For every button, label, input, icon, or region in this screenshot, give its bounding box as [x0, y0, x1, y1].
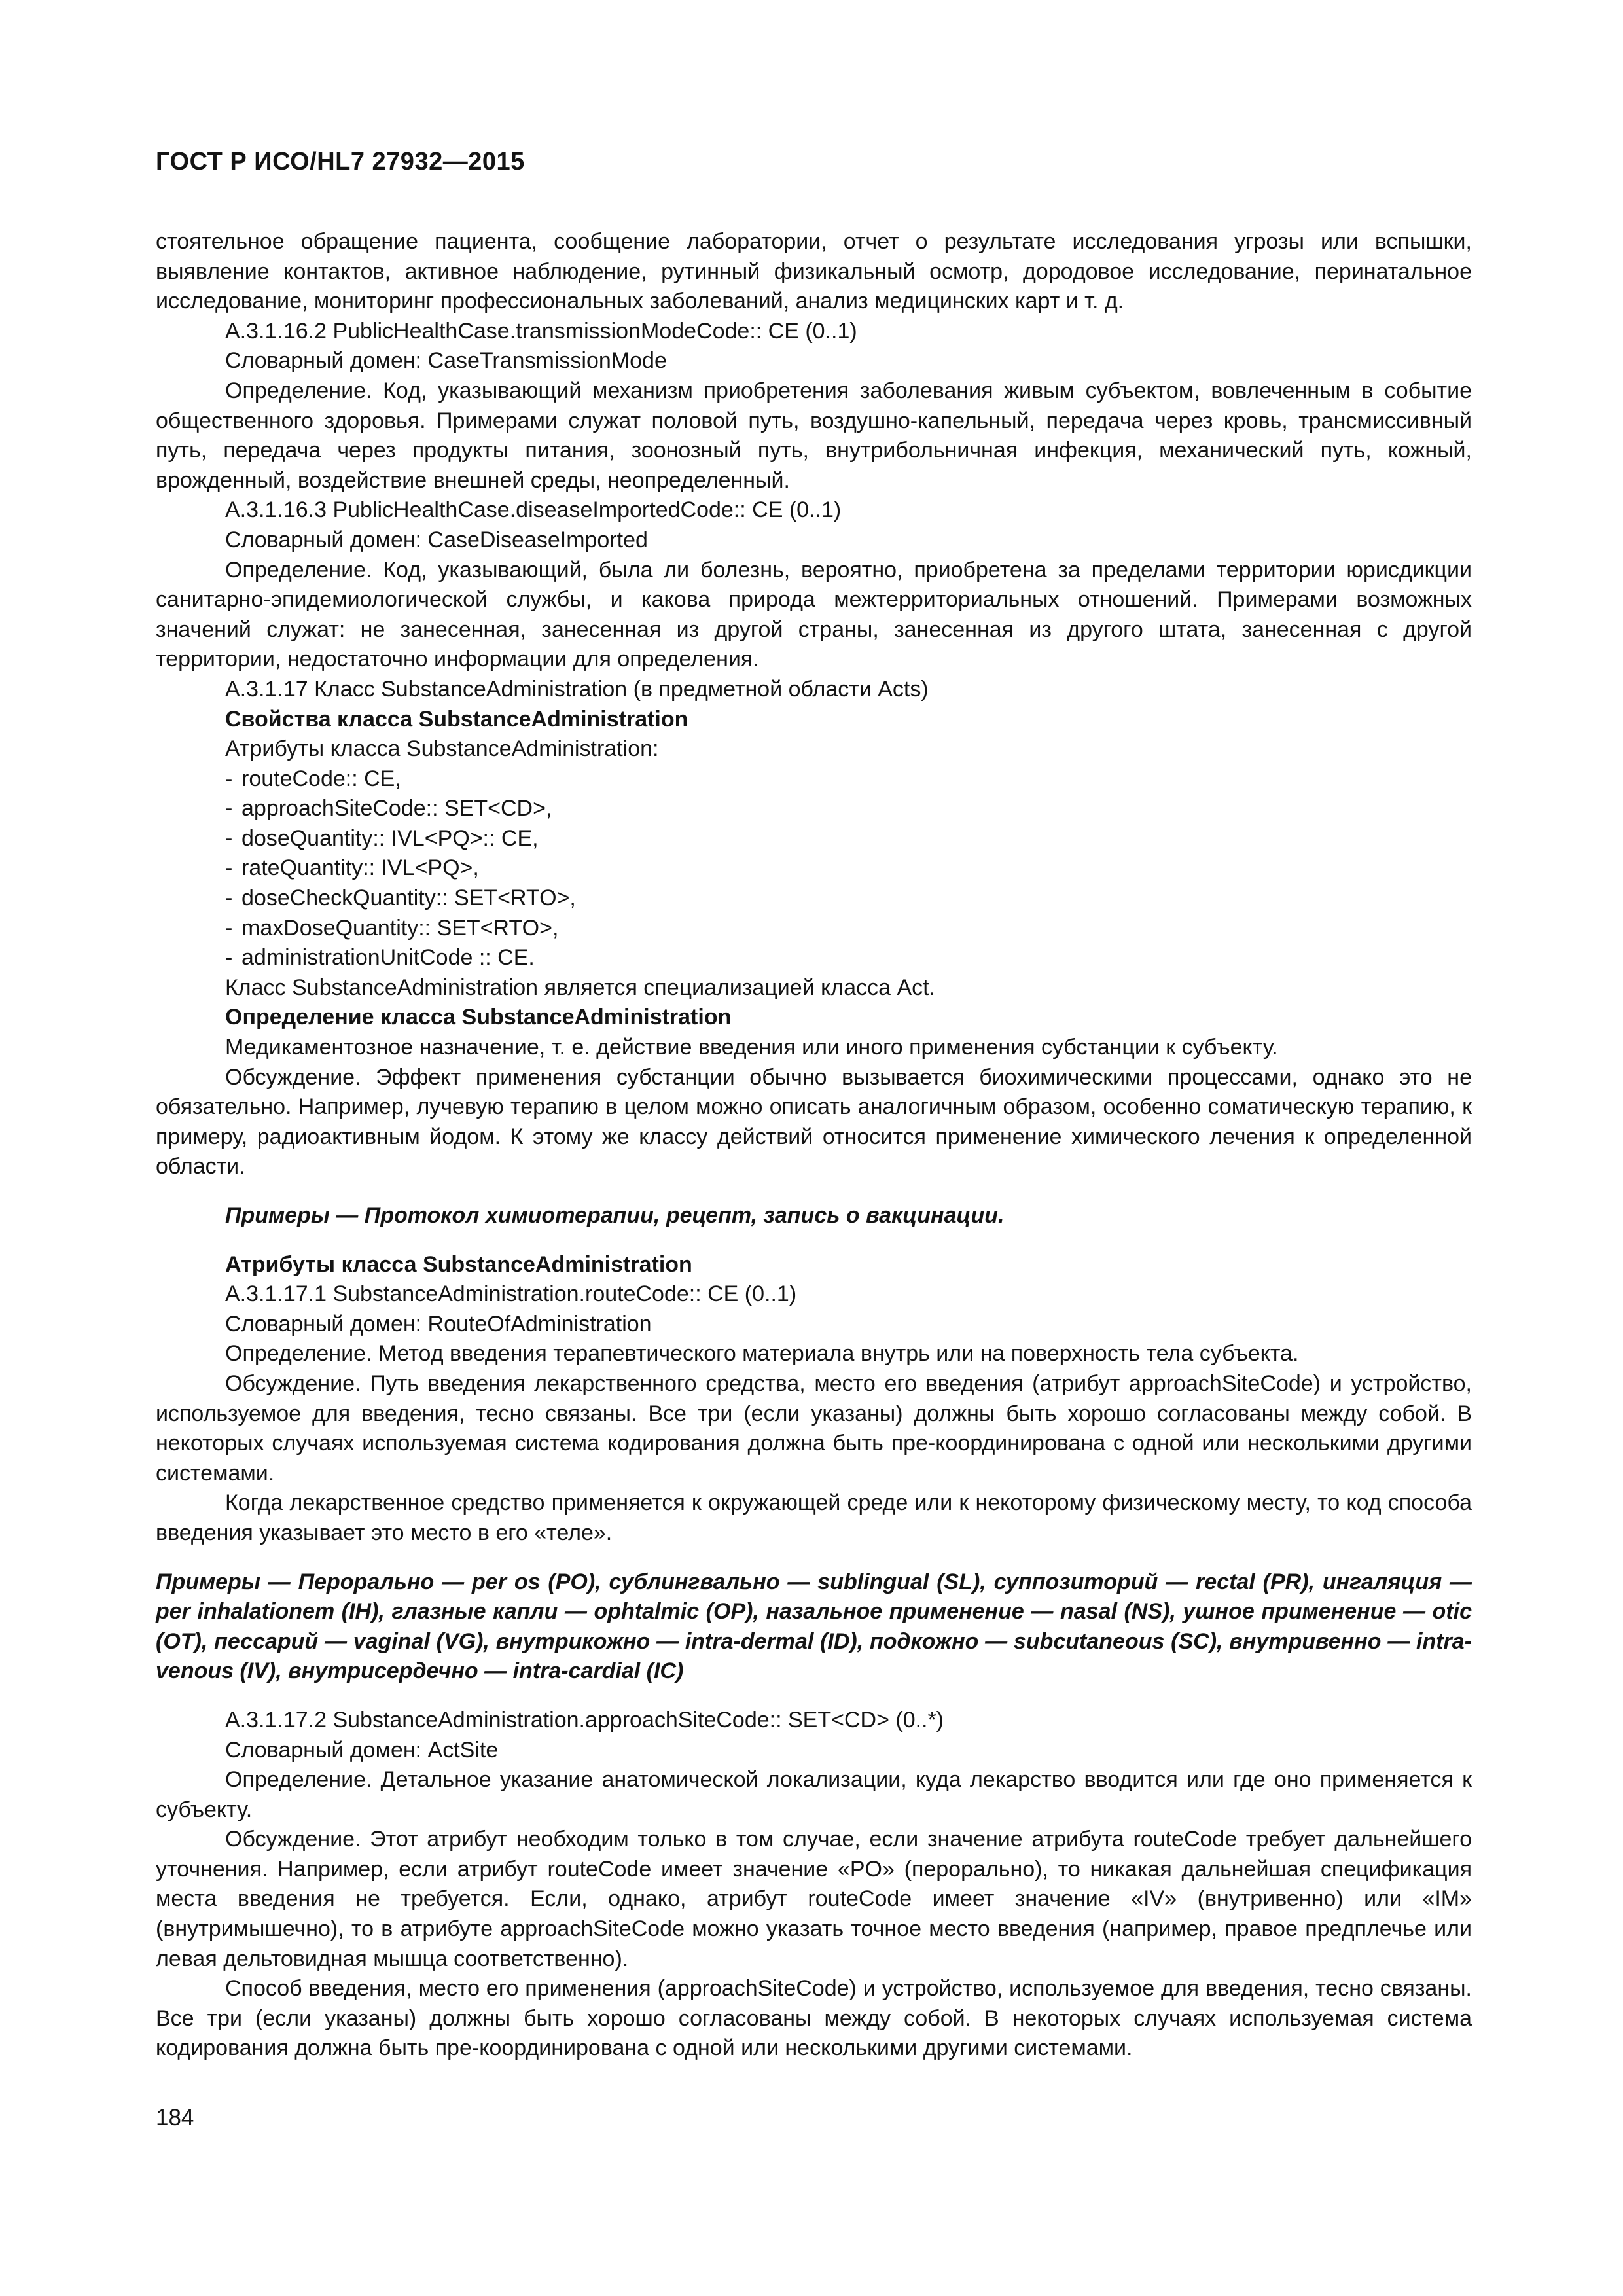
list-item — [156, 853, 1472, 884]
section-heading-a31163: A.3.1.16.3 PublicHealthCase.diseaseImportedCode:: CE (0..1) — [225, 497, 842, 523]
list-item-text: approachSiteCode:: SET<CD>, — [241, 796, 552, 821]
definition-paragraph: Определение. Детальное указание анатомической локализации, куда лекарство вводится или где оно применяется к субъекту. — [156, 1767, 1472, 1822]
standard-header: ГОСТ Р ИСО/HL7 27932—2015 — [156, 148, 525, 175]
section-heading-a3117: A.3.1.17 Класс SubstanceAdministration (в предметной области Acts) — [225, 676, 929, 702]
list-item — [156, 764, 1472, 795]
vocabulary-domain: Словарный домен: CaseDiseaseImported — [225, 527, 648, 552]
page-number: 184 — [156, 2105, 194, 2130]
document-body — [156, 227, 1472, 2064]
list-item-text: rateQuantity:: IVL<PQ>, — [241, 855, 479, 881]
bold-subheading: Свойства класса SubstanceAdministration — [225, 706, 688, 732]
list-marker: - — [225, 796, 233, 821]
section-heading-a31162: A.3.1.16.2 PublicHealthCase.transmissionModeCode:: CE (0..1) — [225, 318, 857, 344]
body-paragraph: Способ введения, место его применения (approachSiteCode) и устройство, используемое для введения, тесно связаны. Все три (если указаны) должны быть хорошо согласованы между собой. В некоторых случаях используемая система кодирования должна быть пре-координирована с одной или несколькими другими системами. — [156, 1976, 1472, 2061]
attributes-list — [156, 764, 1472, 973]
list-marker: - — [225, 915, 233, 941]
discussion-paragraph: Обсуждение. Этот атрибут необходим только в том случае, если значение атрибута routeCode требует дальнейшего уточнения. Например, если атрибут routeCode имеет значение «PO» (перорально), то никакая дальнейшая спецификация места введения не требуется. Если, однако, атрибут routeCode имеет значение «IV» (внутривенно) или «IM» (внутримышечно), то в атрибуте approachSiteCode можно указать точное место введения (например, правое предплечье или левая дельтовидная мышца соответственно). — [156, 1827, 1472, 1971]
discussion-paragraph: Обсуждение. Эффект применения субстанции обычно вызывается биохимическими процессами, однако это не обязательно. Например, лучевую терапию в целом можно описать аналогичным образом, особенно соматическую терапию, к примеру, радиоактивным йодом. К этому же классу действий относится применение химического лечения к определенной области. — [156, 1064, 1472, 1179]
vocabulary-domain: Словарный домен: RouteOfAdministration — [225, 1311, 652, 1336]
list-item — [156, 824, 1472, 854]
specialization-statement: Класс SubstanceAdministration является специализацией класса Act. — [225, 975, 936, 1000]
list-item-text: doseQuantity:: IVL<PQ>:: CE, — [241, 825, 539, 851]
list-item-text: doseCheckQuantity:: SET<RTO>, — [241, 886, 576, 911]
list-item — [156, 914, 1472, 944]
discussion-paragraph: Обсуждение. Путь введения лекарственного средства, место его введения (атрибут approachSiteCode) и устройство, используемое для введения, тесно связаны. Все три (если указаны) должны быть хорошо согласованы между собой. В некоторых случаях используемая система кодирования должна быть пре-координирована с одной или несколькими другими системами. — [156, 1371, 1472, 1486]
paragraph-continuation: стоятельное обращение пациента, сообщение лаборатории, отчет о результате исследования угрозы или вспышки, выявление контактов, активное наблюдение, рутинный физикальный осмотр, дородовое исследование, перинатальное исследование, мониторинг профессиональных заболеваний, анализ медицинских карт и т. д. — [156, 229, 1472, 314]
list-marker: - — [225, 825, 233, 851]
section-heading-a31171: A.3.1.17.1 SubstanceAdministration.routeCode:: CE (0..1) — [225, 1282, 797, 1307]
list-item — [156, 943, 1472, 973]
list-marker: - — [225, 766, 233, 791]
list-item-text: routeCode:: CE, — [241, 766, 401, 791]
class-definition: Медикаментозное назначение, т. е. действие введения или иного применения субстанции к субъекту. — [225, 1035, 1278, 1060]
examples-note: Примеры — Перорально — per os (PO), сублингвально — sublingual (SL), суппозиторий — rectal (PR), ингаляция — per inhalationem (IH), глазные капли — ophtalmic (OP), назальное применение — nasal (NS), ушное применение — otic (OT), пессарий — vaginal (VG), внутрикожно — intra-dermal (ID), подкожно — subcutaneous (SC), внутривенно — intra-venous (IV), внутрисердечно — intra-cardial (IC) — [156, 1569, 1472, 1684]
bold-subheading: Атрибуты класса SubstanceAdministration — [225, 1251, 692, 1277]
attributes-intro: Атрибуты класса SubstanceAdministration: — [225, 736, 659, 762]
vocabulary-domain: Словарный домен: ActSite — [225, 1737, 499, 1763]
list-marker: - — [225, 855, 233, 881]
body-paragraph: Когда лекарственное средство применяется к окружающей среде или к некоторому физическому месту, то код способа введения указывает это место в его «теле». — [156, 1490, 1472, 1545]
list-marker: - — [225, 945, 233, 971]
definition-paragraph: Определение. Метод введения терапевтического материала внутрь или на поверхность тела субъекта. — [225, 1341, 1299, 1367]
examples-note: Примеры — Протокол химиотерапии, рецепт, запись о вакцинации. — [225, 1203, 1005, 1228]
vocabulary-domain: Словарный домен: CaseTransmissionMode — [225, 348, 667, 374]
section-heading-a31172: A.3.1.17.2 SubstanceAdministration.approachSiteCode:: SET<CD> (0..*) — [225, 1707, 944, 1732]
definition-paragraph: Определение. Код, указывающий, была ли болезнь, вероятно, приобретена за пределами территории юрисдикции санитарно-эпидемиологической службы, и какова природа межтерриториальных отношений. Примерами возможных значений служат: не занесенная, занесенная из другой страны, занесенная из другого штата, занесенная с другой территории, недостаточно информации для определения. — [156, 557, 1472, 672]
list-item-text: maxDoseQuantity:: SET<RTO>, — [241, 915, 559, 941]
definition-paragraph: Определение. Код, указывающий механизм приобретения заболевания живым субъектом, вовлеченным в событие общественного здоровья. Примерами служат половой путь, воздушно-капельный, передача через кровь, трансмиссивный путь, передача через продукты питания, зоонозный путь, внутрибольничная инфекция, механический путь, кожный, врожденный, воздействие внешней среды, неопределенный. — [156, 378, 1472, 493]
list-marker: - — [225, 886, 233, 911]
list-item — [156, 794, 1472, 824]
list-item — [156, 884, 1472, 914]
list-item-text: administrationUnitCode :: CE. — [241, 945, 535, 971]
bold-subheading: Определение класса SubstanceAdministration — [225, 1005, 732, 1030]
